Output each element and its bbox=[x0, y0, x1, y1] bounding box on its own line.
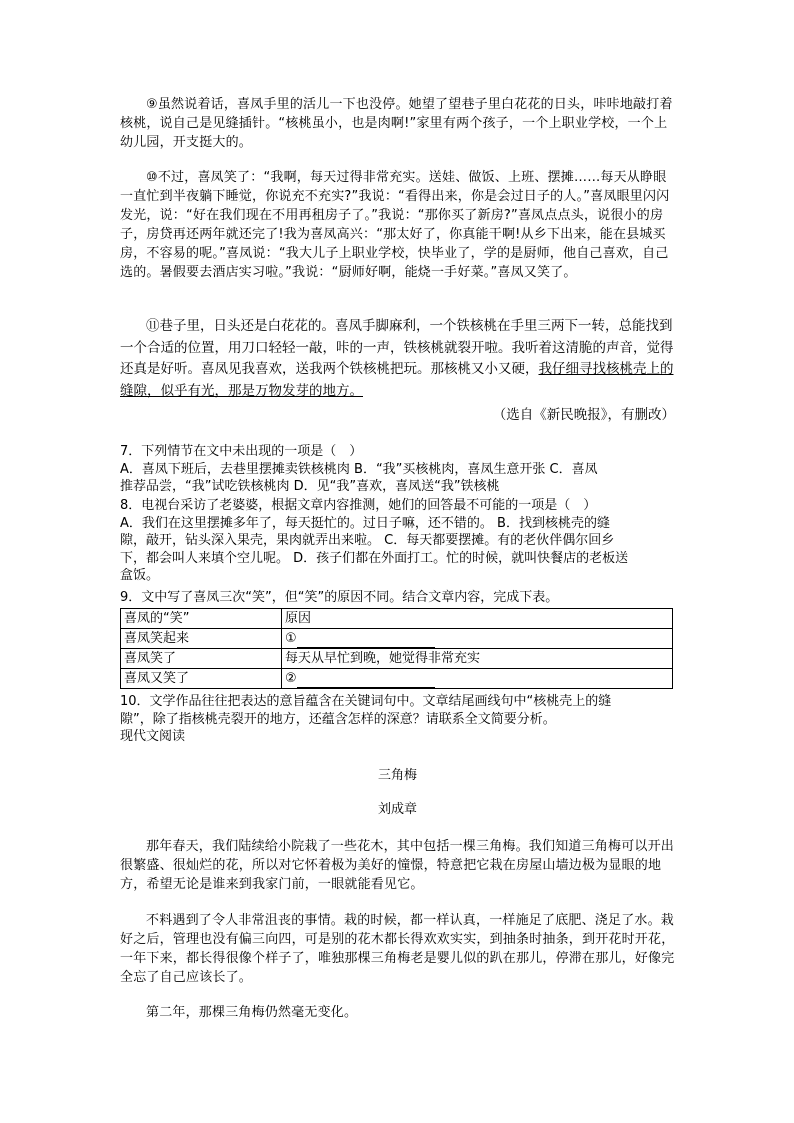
answer-blank[interactable] bbox=[297, 633, 435, 648]
article-paragraph-1: 那年春天，我们陆续给小院栽了一些花木，其中包括一棵三角梅。我们知道三角梅可以开出很繁盛、很灿烂的花，所以对它怀着极为美好的憧憬，特意把它栽在房屋山墙边极为显眼的地方，希望无论是谁来到我家门前，一眼就能看见它。 bbox=[120, 839, 675, 892]
table-cell: 喜凤笑起来 bbox=[121, 629, 282, 649]
question-8-option-line: 隙，敲开，钻头深入果壳，果肉就弄出来啦。 C．每天都要摆摊。有的老伙伴偶尔回乡 bbox=[120, 533, 615, 548]
table-header-row bbox=[121, 609, 673, 629]
paragraph-11 bbox=[120, 316, 675, 402]
paragraph-11-text: ⑪巷子里，日头还是白花花的。喜凤手脚麻利，一个铁核桃在手里三两下一转，总能找到一个合适的位置，用刀口轻轻一敲，咔的一声，铁核桃就裂开啦。我听着这清脆的声音，觉得还真是好听。喜凤见我喜欢，送我两个铁核桃把玩。那核桃又小又硬， bbox=[120, 318, 674, 377]
question-10 bbox=[120, 693, 675, 746]
article-author: 刘成章 bbox=[377, 802, 417, 817]
answer-blank[interactable] bbox=[297, 673, 435, 688]
table-cell-answer bbox=[282, 669, 673, 689]
table-cell: 每天从早忙到晚，她觉得非常充实 bbox=[282, 649, 673, 669]
section-label: 现代文阅读 bbox=[120, 729, 186, 744]
question-8-option-line: 下，都会叫人来填个空儿呢。 D．孩子们都在外面打工。忙的时候，就叫快餐店的老板送 bbox=[120, 550, 629, 566]
question-9-stem: 9．文中写了喜凤三次“笑”，但“笑”的原因不同。结合文章内容，完成下表。 bbox=[120, 590, 559, 605]
article-title: 三角梅 bbox=[377, 768, 417, 783]
question-8-option-line: A．我们在这里摆摊多年了，每天挺忙的。过日子嘛，还不错的。 B．找到核桃壳的缝 bbox=[120, 515, 610, 531]
question-7-option-line: A．喜凤下班后，去巷里摆摊卖铁核桃肉 B．“我”买核桃肉，喜凤生意开张 C．喜凤 bbox=[120, 461, 598, 477]
paragraph-10: ⑩不过，喜凤笑了：“我啊，每天过得非常充实。送娃、做饭、上班、摆摊……每天从睁眼一直忙到半夜躺下睡觉，你说充不充实?”我说：“看得出来，你是会过日子的人。”喜凤眼里闪闪发光，说：“好在我们现在不用再租房子了。”我说：“那你买了新房?”喜凤点点头，说很小的房子，房贷再还两年就还完了!我为喜凤高兴：“那太好了，你真能干啊!从乡下出来，能在县城买房，不容易的呢。”喜凤说：“我大儿子上职业学校，快毕业了，学的是厨师，他自己喜欢，自己选的。暑假要去酒店实习啦。”我说：“厨师好啊，能烧一手好菜。”喜凤又笑了。 bbox=[120, 170, 670, 280]
article-paragraph-2: 不料遇到了令人非常沮丧的事情。栽的时候，都一样认真，一样施足了底肥、浇足了水。栽好之后，管理也没有偏三向四，可是别的花木都长得欢欢实实，到抽条时抽条，到开花时开花，一年下来，都长得很像个样子了，唯独那棵三角梅老是婴儿似的趴在那儿，停滞在那儿，好像完全忘了自己应该长了。 bbox=[120, 913, 675, 985]
blank-label: ② bbox=[285, 671, 297, 686]
table-header: 原因 bbox=[282, 609, 673, 629]
question-8-option-line: 盒饭。 bbox=[120, 568, 160, 583]
table-cell: 喜凤笑了 bbox=[121, 649, 282, 669]
question-7-option-line: 推荐品尝，“我”试吃铁核桃肉 D．见“我”喜欢，喜凤送“我”铁核桃 bbox=[120, 479, 500, 494]
table-cell-answer bbox=[282, 629, 673, 649]
blank-label: ① bbox=[285, 631, 297, 646]
article-paragraph-3: 第二年，那棵三角梅仍然毫无变化。 bbox=[146, 1005, 358, 1020]
source-note: （选自《新民晚报》，有删改） bbox=[492, 407, 675, 423]
table-row bbox=[121, 629, 673, 649]
paragraph-9: ⑨虽然说着话，喜凤手里的活儿一下也没停。她望了望巷子里白花花的日头，咔咔地敲打着核桃，说自己是见缝插针。“核桃虽小，也是肉啊!”家里有两个孩子，一个上职业学校，一个上幼儿园，开支挺大的。 bbox=[120, 97, 673, 150]
table-row bbox=[121, 649, 673, 669]
question-7 bbox=[120, 443, 675, 496]
question-10-line: 隙”，除了指核桃壳裂开的地方，还蕴含怎样的深意？请联系全文简要分析。 bbox=[120, 711, 556, 727]
answer-table bbox=[120, 608, 673, 689]
underlined-sentence: 我仔细寻找核桃壳上的缝隙，似乎有光，那是万物发芽的地方。 bbox=[120, 361, 674, 399]
table-row bbox=[121, 669, 673, 689]
table-header: 喜凤的“笑” bbox=[121, 609, 282, 629]
table-cell: 喜凤又笑了 bbox=[121, 669, 282, 689]
question-8-stem: 8．电视台采访了老婆婆，根据文章内容推测，她们的回答最不可能的一项是（ ） bbox=[120, 498, 597, 513]
question-8 bbox=[120, 497, 675, 585]
question-7-stem: 7．下列情节在文中未出现的一项是（ ） bbox=[120, 444, 363, 459]
question-10-line: 10．文学作品往往把表达的意旨蕴含在关键词句中。文章结尾画线句中“核桃壳上的缝 bbox=[120, 694, 612, 709]
